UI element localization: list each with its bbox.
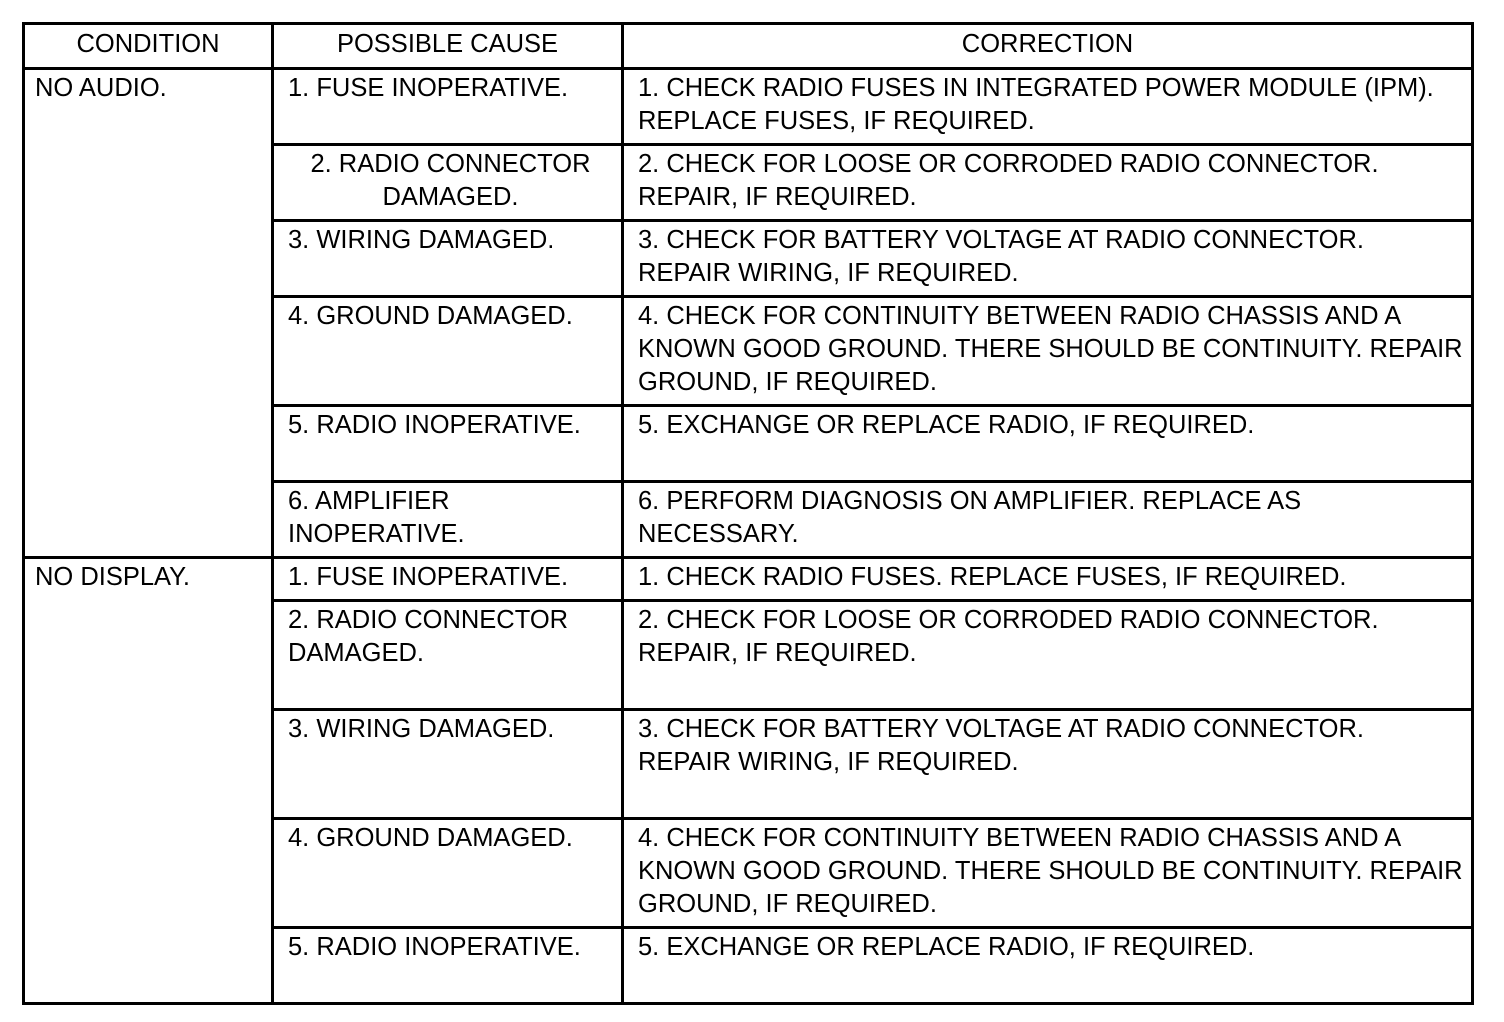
cause-cell: 2. RADIO CONNECTOR DAMAGED. (273, 601, 623, 710)
cause-cell: 4. GROUND DAMAGED. (273, 297, 623, 406)
cause-cell: 3. WIRING DAMAGED. (273, 221, 623, 297)
correction-cell: 3. CHECK FOR BATTERY VOLTAGE AT RADIO CONNECTOR. REPAIR WIRING, IF REQUIRED. (623, 710, 1473, 819)
header-condition: CONDITION (24, 24, 273, 69)
correction-cell: 4. CHECK FOR CONTINUITY BETWEEN RADIO CHASSIS AND A KNOWN GOOD GROUND. THERE SHOULD BE CONTINUITY. REPAIR GROUND, IF REQUIRED. (623, 819, 1473, 928)
diagnosis-table (22, 22, 1474, 1005)
correction-cell: 2. CHECK FOR LOOSE OR CORRODED RADIO CONNECTOR. REPAIR, IF REQUIRED. (623, 601, 1473, 710)
condition-cell: NO DISPLAY. (24, 558, 273, 1004)
correction-cell: 1. CHECK RADIO FUSES IN INTEGRATED POWER MODULE (IPM). REPLACE FUSES, IF REQUIRED. (623, 69, 1473, 145)
correction-cell: 6. PERFORM DIAGNOSIS ON AMPLIFIER. REPLACE AS NECESSARY. (623, 482, 1473, 558)
cause-cell: 5. RADIO INOPERATIVE. (273, 406, 623, 482)
cause-cell: 1. FUSE INOPERATIVE. (273, 69, 623, 145)
correction-cell: 3. CHECK FOR BATTERY VOLTAGE AT RADIO CONNECTOR. REPAIR WIRING, IF REQUIRED. (623, 221, 1473, 297)
cause-cell: 3. WIRING DAMAGED. (273, 710, 623, 819)
table-row (24, 69, 1473, 145)
condition-cell: NO AUDIO. (24, 69, 273, 558)
cause-cell: 6. AMPLIFIER INOPERATIVE. (273, 482, 623, 558)
header-possible-cause: POSSIBLE CAUSE (273, 24, 623, 69)
correction-cell: 2. CHECK FOR LOOSE OR CORRODED RADIO CONNECTOR. REPAIR, IF REQUIRED. (623, 145, 1473, 221)
correction-cell: 5. EXCHANGE OR REPLACE RADIO, IF REQUIRED. (623, 406, 1473, 482)
cause-cell: 2. RADIO CONNECTOR DAMAGED. (273, 145, 623, 221)
correction-cell: 4. CHECK FOR CONTINUITY BETWEEN RADIO CHASSIS AND A KNOWN GOOD GROUND. THERE SHOULD BE CONTINUITY. REPAIR GROUND, IF REQUIRED. (623, 297, 1473, 406)
header-correction: CORRECTION (623, 24, 1473, 69)
cause-cell: 4. GROUND DAMAGED. (273, 819, 623, 928)
cause-cell: 5. RADIO INOPERATIVE. (273, 928, 623, 1004)
table-row (24, 558, 1473, 601)
cause-cell: 1. FUSE INOPERATIVE. (273, 558, 623, 601)
correction-cell: 5. EXCHANGE OR REPLACE RADIO, IF REQUIRED. (623, 928, 1473, 1004)
correction-cell: 1. CHECK RADIO FUSES. REPLACE FUSES, IF REQUIRED. (623, 558, 1473, 601)
header-row (24, 24, 1473, 69)
